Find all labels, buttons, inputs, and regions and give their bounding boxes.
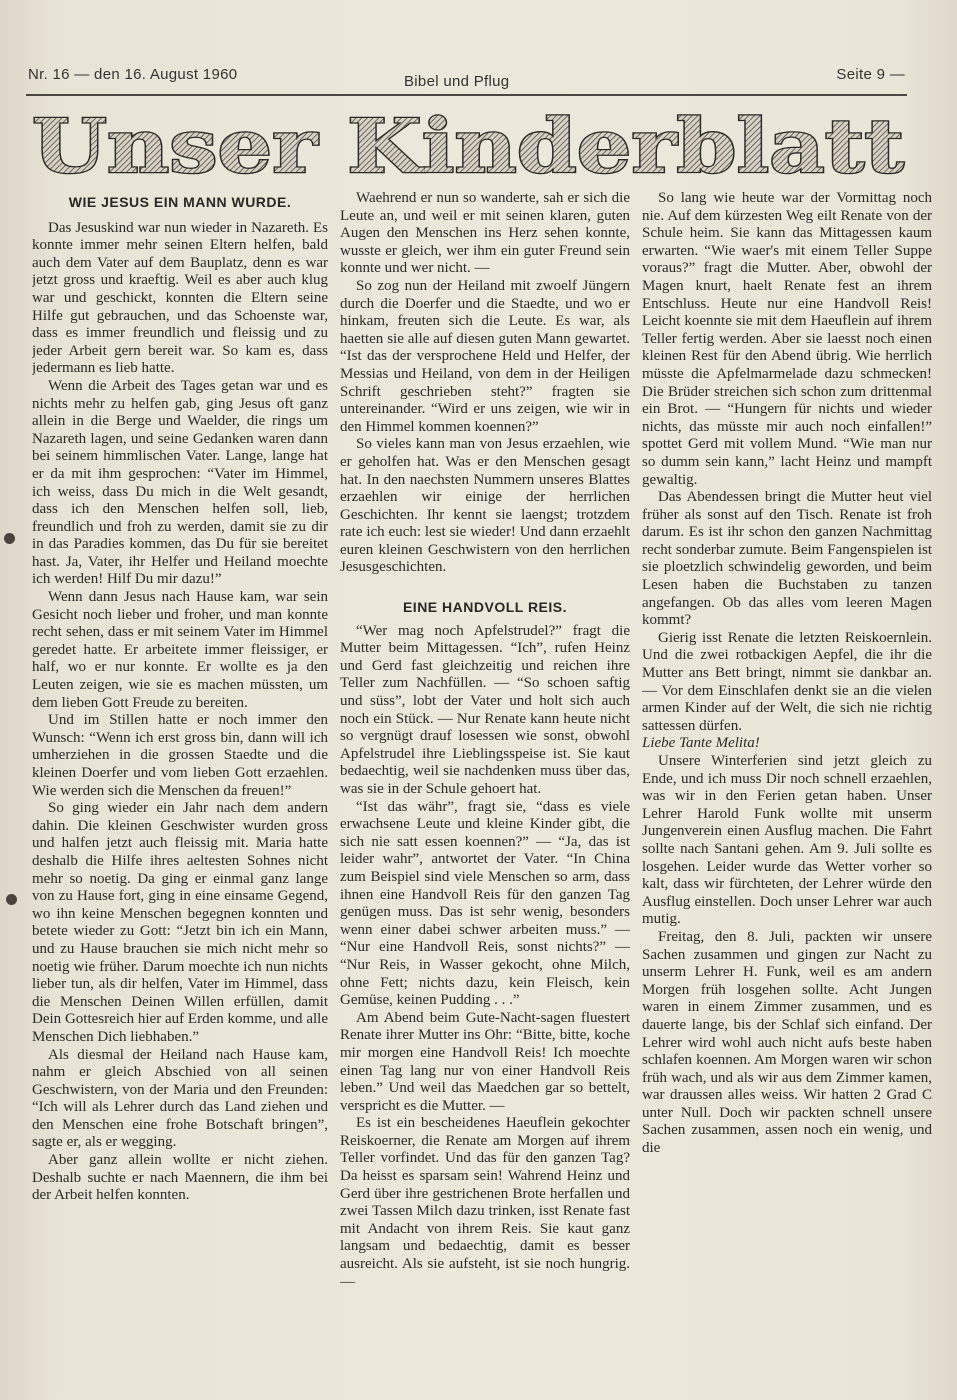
article-1-paragraph: So vieles kann man von Jesus erzaehlen, wie er geholfen hat. Was er den Menschen gesagt hat. In den naechsten Nummern unseres Blattes erzaehlen wir einige der herrlichen Geschichten. Ihr kennt sie laengst; trotzdem rate ich euch: lest sie wieder! Und dann erzaehlt euren kleinen Geschwistern von den herrlichen Jesusgeschichten. xyxy=(340,436,630,576)
article-1-paragraph: Wenn die Arbeit des Tages getan war und es nichts mehr zu helfen gab, ging Jesus oft ganz allein in die Berge und Waelder, die rings um Nazareth lagen, und seine Gedanken waren dann bei seinem himmlischen Vater. Lange, lange hat er da mit ihm gesprochen: “Vater im Himmel, ich weiss, dass Du mich in die Welt gesandt, dass ich den Menschen helfen soll, lieb, freundlich und froh zu werden, damit sie zu dir in das Paradies kommen, das Du für sie bereitet hast. Ja, Vater, ihr Helfer und Heiland moechte ich werden! Hilf Du mir dazu!” xyxy=(32,377,328,588)
article-1-paragraph: Wenn dann Jesus nach Hause kam, war sein Gesicht noch lieber und froher, und man konnte recht sehen, dass er mit seinem Vater im Himmel geredet hatte. Er arbeitete immer fleissiger, er half, wo er nur konnte. Er wollte es ja den Leuten zeigen, wie sie es machen müssten, um dem lieben Gott Freude zu bereiten. xyxy=(32,589,328,711)
newspaper-name: Bibel und Pflug xyxy=(404,73,510,90)
page-number: Seite 9 — xyxy=(836,66,905,83)
article-1-paragraph: Waehrend er nun so wanderte, sah er sich die Leute an, und weil er mit seinen klaren, guten Augen den Menschen ins Herz sehen konnte, wusste er gleich, wer ihm ein guter Freund sein konnte und wer nicht. — xyxy=(340,190,630,277)
article-1-paragraph: So zog nun der Heiland mit zwoelf Jüngern durch die Doerfer und die Staedte, und wo er hinkam, freuten sich die Leute. Es war, als haetten sie alle auf diesen guten Mann gewartet. “Ist das der versprochene Held und Helfer, der Messias und Heiland, von dem in der Heiligen Schrift geschrieben steht?” fragten sie untereinander. “Wird er uns zeigen, wie wir in den Himmel kommen koennen?” xyxy=(340,277,630,435)
letter-paragraph: Unsere Winterferien sind jetzt gleich zu Ende, und ich muss Dir noch schnell erzaehlen, was wir in den Ferien getan haben. Unser Lehrer Harold Funk wollte mit unserm Jungenverein einen Ausflug machen. Die Fahrt sollte nach Santani gehen. Am 9. Juli sollte es losgehen. Leider wurde das Wetter vorher so kalt, dass wir fürchteten, der Lehrer würde den Ausflug einstellen. Doch unser Lehrer war auch mutig. xyxy=(642,753,932,928)
letter-paragraph: Freitag, den 8. Juli, packten wir unsere Sachen zusammen und gingen zur Nacht zu unserm Lehrer H. Funk, weil es am andern Morgen früh losgehen sollte. Acht Jungen waren in einem Zimmer zusammen, und es dauerte lange, bis der Schlaf sich einfand. Der Lehrer wird wohl auch nicht aufs beste haben schlafen koennen. Am Morgen waren wir schon früh wach, und als wir aus dem Zimmer kamen, war draussen alles weiss. Wir hatten 2 Grad C unter Null. Doch wir packten schnell unsere Sachen zusammen, assen noch ein wenig, und die xyxy=(642,928,932,1157)
page-header xyxy=(28,66,905,90)
letter-salutation: Liebe Tante Melita! xyxy=(642,735,760,752)
column-3 xyxy=(642,190,932,1380)
article-2-paragraph: “Wer mag noch Apfelstrudel?” fragt die Mutter beim Mittagessen. “Ich”, rufen Heinz und Gerd fast gleichzeitig und reichen ihre Teller zum Nachfüllen. — “So schoen saftig und süss”, lobt der Vater und holt sich auch noch ein Stück. — Nur Renate kann heute nicht so vergnügt drauf losessen wie sonst, obwohl Apfelstrudel ihre Lieblingsspeise ist. Sie kaut bedaechtig, weil sie nachdenken muss über das, was sie in der Schule gehoert hat. xyxy=(340,622,630,797)
column-2 xyxy=(340,190,630,1380)
article-1-paragraph: Als diesmal der Heiland nach Hause kam, nahm er gleich Abschied von all seinen Geschwistern, von der Maria und den Freunden: “Ich will als Lehrer durch das Land ziehen und den Menschen eine frohe Botschaft bringen”, sagte er, als er wegging. xyxy=(32,1046,328,1151)
article-2-paragraph: Gierig isst Renate die letzten Reiskoernlein. Und die zwei rotbackigen Aepfel, die ihr die Mutter ans Bett bringt, nimmt sie dankbar an. — Vor dem Einschlafen denkt sie an die vielen armen Kinder auf der Welt, die sich nie richtig sattessen dürfen. xyxy=(642,629,932,734)
punch-hole xyxy=(6,894,17,905)
punch-hole xyxy=(4,533,15,544)
article-1-paragraph: Aber ganz allein wollte er nicht ziehen. Deshalb suchte er nach Maennern, die ihm bei der Arbeit helfen konnten. xyxy=(32,1152,328,1204)
article-1-paragraph: So ging wieder ein Jahr nach dem andern dahin. Die kleinen Geschwister wurden gross und halfen jetzt auch fleissig mit. Maria hatte deshalb die Hilfe ihres aeltesten Sohnes nicht mehr so noetig. Da ging er einmal ganz lange von zu Hause fort, ging in eine einsame Gegend, wo ihn keine Menschen begegnen konnten und betete wieder zu Gott: “Jetzt bin ich ein Mann, und zu Hause brauchen sie mich nicht mehr so noetig wie früher. Darum moechte ich nun nichts lieber tun, als dir helfen, Vater im Himmel, dass die Menschen Deinen Willen erfüllen, damit Dein Gottesreich hier auf Erden komme, und alle Menschen Dich liebhaben.” xyxy=(32,800,328,1045)
article-2-paragraph: So lang wie heute war der Vormittag noch nie. Auf dem kürzesten Weg eilt Renate von der Schule heim. Sie kann das Mittagessen kaum erwarten. “Wie waer's mit einem Teller Suppe voraus?” fragt die Mutter. Aber, obwohl der Magen knurt, haelt Renate fest an ihrem Entschluss. Heute nur eine Handvoll Reis! Leicht koennte sie mit dem Haeuflein auf ihrem Teller fertig werden. Aber sie laesst noch einen kleinen Rest für den Abend übrig. Wie herrlich müsste die Apfelmarmelade dazu schmecken! Die Brüder streichen sich schon zum drittenmal ein Brot. — “Hungern für nichts und wieder nichts, das müsste mir auch noch einfallen!” spottet Gerd mit vollem Mund. “Wie man nur so dumm sein kann,” lacht Heinz und mampft gewaltig. xyxy=(642,190,932,488)
masthead-title: Unser Kinderblatt xyxy=(32,106,904,186)
article-2-paragraph: Es ist ein bescheidenes Haeuflein gekochter Reiskoerner, die Renate am Morgen auf ihrem Teller vorfindet. Und das für den ganzen Tag? Da heisst es sparsam sein! Wahrend Heinz und Gerd über ihre gestrichenen Brote herfallen und zwei Tassen Milch dazu trinken, isst Renate fast mit Andacht von ihrem Reis. Sie kaut ganz langsam und bedaechtig, damit es besser ausreicht. Als sie aufsteht, ist sie noch hungrig. — xyxy=(340,1115,630,1290)
header-rule xyxy=(26,94,907,96)
article-1-title: WIE JESUS EIN MANN WURDE. xyxy=(68,194,292,210)
article-1-paragraph: Das Jesuskind war nun wieder in Nazareth. Es konnte immer mehr seinen Eltern helfen, bald auch dem Vater auf dem Bauplatz, denn es war jetzt gross und kraeftig. Weil es aber auch klug war und geschickt, konnten die Eltern seine Hilfe gut gebrauchen, und das Schoenste war, dass es immer freundlich und fleissig und zu jeder Arbeit gern bereit war. So kam es, dass jedermann es lieb hatte. xyxy=(32,219,328,377)
article-2-title: EINE HANDVOLL REIS. xyxy=(402,599,568,616)
article-2-paragraph: “Ist das währ”, fragt sie, “dass es viele erwachsene Leute und kleine Kinder gibt, die sich nie satt essen koennen?” — “Ja, das ist leider wahr”, antwortet der Vater. “In China zum Beispiel sind viele Menschen so arm, dass ihnen eine Handvoll Reis für den ganzen Tag genügen muss. Das ist sehr wenig, besonders wenn einer dabei schwer arbeiten muss.” — “Nur eine Handvoll Reis, sonst nichts?” — “Nur Reis, in Wasser gekocht, ohne Milch, ohne Fett; nichts dazu, kein Fleisch, kein Gemüse, keinen Pudding . . .” xyxy=(340,798,630,1009)
article-2-paragraph: Am Abend beim Gute-Nacht-sagen fluestert Renate ihrer Mutter ins Ohr: “Bitte, bitte, koche mir morgen eine Handvoll Reis! Ich moechte einen Tag lang nur von einer Handvoll Reis leben.” Und weil das Maedchen gar so bettelt, verspricht es die Mutter. — xyxy=(340,1009,630,1114)
column-1 xyxy=(32,190,328,1380)
masthead xyxy=(28,106,908,186)
article-1-paragraph: Und im Stillen hatte er noch immer den Wunsch: “Wenn ich erst gross bin, dann will ich umherziehen in die grossen Staedte und die kleinen Doerfer und vom lieben Gott erzaehlen. Wie werden sich die Menschen da freuen!” xyxy=(32,712,328,799)
issue-date: Nr. 16 — den 16. August 1960 xyxy=(28,66,238,83)
article-2-paragraph: Das Abendessen bringt die Mutter heut viel früher als sonst auf den Tisch. Renate ist froh darum. Es ist ihr schon den ganzen Nachmittag recht sonderbar zumute. Beim Fangenspielen ist sie ploetzlich schwindelig geworden, und beim Lesen haben die Buchstaben zu tanzen angefangen. Ob das alles vom leeren Magen kommt? xyxy=(642,489,932,629)
